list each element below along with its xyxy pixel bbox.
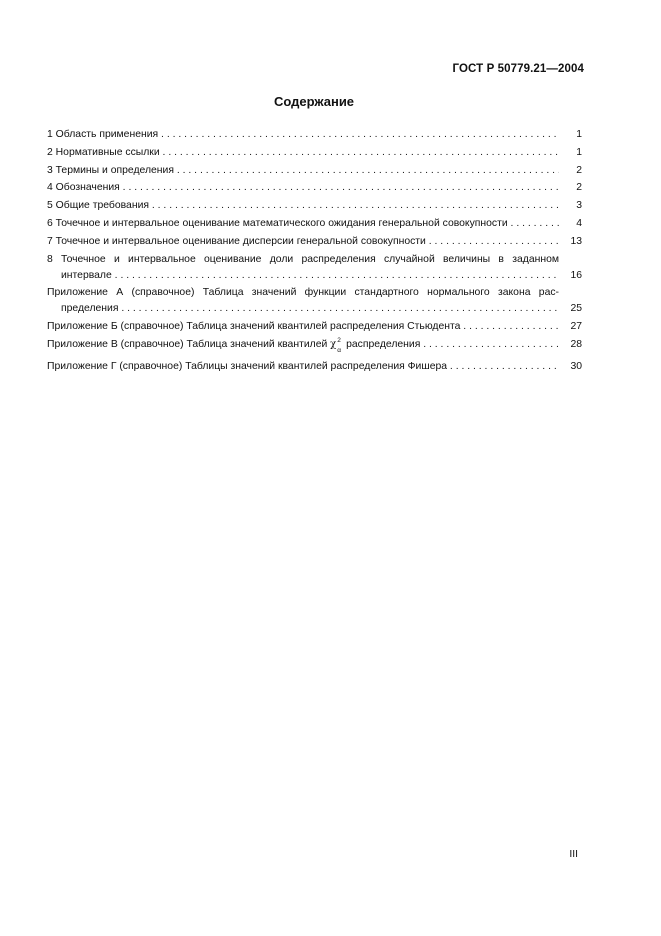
chi-symbol: χ: [330, 339, 337, 350]
toc-entry-page: 30: [570, 361, 582, 372]
toc-entry-text: Приложение А (справочное) Таблица значений функции стандартного нормального закона рас-: [47, 287, 559, 298]
toc-entry[interactable]: [47, 252, 582, 284]
page-title: Содержание: [273, 94, 355, 109]
toc-entry-text-continued: интервале . . .: [61, 268, 559, 283]
toc-entry-page: 1: [576, 147, 582, 158]
toc-entry-page: 4: [576, 218, 582, 229]
toc-entry-text: [47, 337, 559, 352]
toc-entry-page: 1: [576, 129, 582, 140]
toc-entry[interactable]: [47, 234, 582, 249]
toc-entry-page: 16: [570, 270, 582, 281]
chi-subscript: α: [337, 347, 341, 352]
toc-entry[interactable]: [47, 319, 582, 334]
toc-entry-page: 27: [570, 321, 582, 332]
toc-entry[interactable]: [47, 216, 582, 231]
toc-entry-page: 13: [570, 236, 582, 247]
page-number: III: [569, 849, 578, 860]
toc-entry-text-suffix: распределения: [343, 339, 421, 350]
toc-entry-text: Приложение Б (справочное) Таблица значений квантилей распределения Стьюдента . . .: [47, 319, 559, 334]
toc-entry-text: 4 Обозначения . . .: [47, 180, 559, 195]
document-code: ГОСТ Р 50779.21—2004: [452, 63, 584, 75]
toc-entry-text-prefix: Приложение В (справочное) Таблица значений квантилей: [47, 339, 331, 350]
toc-entry-page: 2: [576, 165, 582, 176]
toc-entry-text: 1 Область применения . . .: [47, 127, 559, 142]
toc-entry[interactable]: [47, 163, 582, 178]
toc-entry-text: 6 Точечное и интервальное оценивание математического ожидания генеральной совокупности . . .: [47, 216, 559, 231]
toc-entry[interactable]: [47, 359, 582, 374]
toc-entry-text: 5 Общие требования . . .: [47, 198, 559, 213]
toc-entry[interactable]: [47, 285, 582, 317]
toc-entry[interactable]: [47, 145, 582, 160]
toc-entry-text: 2 Нормативные ссылки . . .: [47, 145, 559, 160]
toc-entry-text: 8 Точечное и интервальное оценивание доли распределения случайной величины в заданном: [47, 254, 559, 265]
toc-entry[interactable]: [47, 337, 582, 352]
toc-entry-text: 3 Термины и определения . . .: [47, 163, 559, 178]
toc-entry-text: 7 Точечное и интервальное оценивание дисперсии генеральной совокупности . . .: [47, 234, 559, 249]
toc-entry-page: 28: [570, 339, 582, 350]
toc-entry-page: 25: [570, 303, 582, 314]
toc-entry[interactable]: [47, 198, 582, 213]
toc-entry-text-continued: пределения . . .: [61, 301, 559, 316]
toc-entry-page: 2: [576, 182, 582, 193]
toc-entry[interactable]: [47, 127, 582, 142]
chi-superscript: 2: [337, 337, 341, 344]
toc-entry[interactable]: [47, 180, 582, 195]
toc-entry-page: 3: [576, 200, 582, 211]
toc-entry-text: Приложение Г (справочное) Таблицы значений квантилей распределения Фишера . . .: [47, 359, 559, 374]
